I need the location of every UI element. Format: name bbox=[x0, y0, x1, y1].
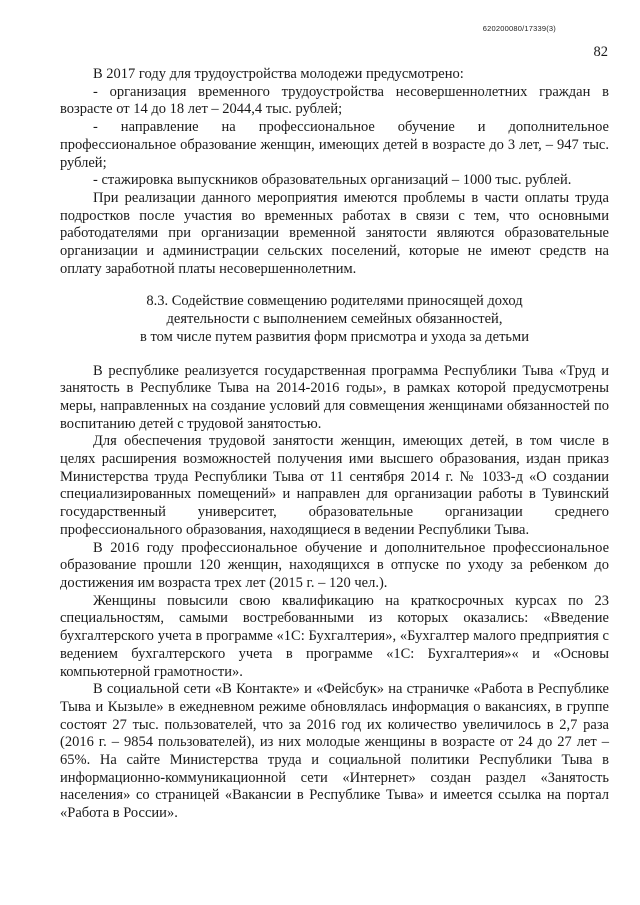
list-item: - направление на профессиональное обучение и дополнительное профессиональное образование женщин, имеющих детей в возрасте до 3 лет, – 947 тыс. рублей; bbox=[60, 119, 609, 171]
problems-paragraph: При реализации данного мероприятия имеются проблемы в части оплаты труда подростков после участия во временных работах в связи с тем, что основными работодателями при организации временной занятости являются образовательные организации и администрации сельских поселений, которые не имеют средств на оплату заработной платы несовершеннолетним. bbox=[60, 189, 609, 277]
body-paragraph: В республике реализуется государственная программа Республики Тыва «Труд и занятость в Республике Тыва на 2014-2016 годы», в рамках которой предусмотрены меры, направленных на создание условий для совмещения женщинами обязанностей по воспитанию детей с трудовой занятостью. bbox=[60, 362, 609, 432]
body-paragraph: В 2016 году профессиональное обучение и дополнительное профессиональное образование прошли 120 женщин, находящихся в отпуске по уходу за ребенком до достижения им возраста трех лет (2015 г. – 120 чел.). bbox=[60, 539, 609, 591]
section-heading bbox=[60, 293, 609, 346]
section-heading-line: деятельности с выполнением семейных обязанностей, bbox=[166, 311, 503, 328]
body-paragraph: Для обеспечения трудовой занятости женщин, имеющих детей, в том числе в целях расширения возможностей получения ими высшего образования, издан приказ Министерства труда Республики Тыва от 11 сентября 2014 г. № 1033-д «О создании специализированных помещений» и направлен для организации работы в Тувинский государственный университет, образовательные организации среднего профессионального образования, находящиеся в ведении Республики Тыва. bbox=[60, 433, 609, 538]
list-item: - организация временного трудоустройства несовершеннолетних граждан в возрасте от 14 до 18 лет – 2044,4 тыс. рублей; bbox=[60, 83, 609, 118]
list-item: - стажировка выпускников образовательных организаций – 1000 тыс. рублей. bbox=[93, 172, 572, 189]
body-paragraph: В социальной сети «В Контакте» и «Фейсбук» на страничке «Работа в Республике Тыва и Кызыле» в ежедневном режиме обновлялась информация о вакансиях, в группе состоят 27 тыс. пользователей, что за 2016 год их количество увеличилось в 2,7 раза (2016 г. – 9854 пользователей), из них молодые женщины в возрасте от 24 до 27 лет – 65%. На сайте Министерства труда и социальной политики Республики Тыва в информационно-коммуникационной сети «Интернет» создан раздел «Занятость населения» со страницей «Вакансии в Республике Тыва» и имеется ссылка на портал «Работа в России». bbox=[60, 681, 609, 822]
document-body bbox=[60, 66, 609, 823]
document-code: 620200080/17339(3) bbox=[482, 24, 556, 33]
page-number: 82 bbox=[593, 44, 608, 60]
body-paragraph: Женщины повысили свою квалификацию на краткосрочных курсах по 23 специальностям, самыми востребованными из которых оказались: «Введение бухгалтерского учета в программе «1С: Бухгалтерия», «Бухгалтер малого предприятия с ведением бухгалтерского учета в программе «1С: Бухгалтерия»« и «Основы компьютерной грамотности». bbox=[60, 592, 609, 680]
section-heading-line: 8.3. Содействие совмещению родителями приносящей доход bbox=[146, 293, 523, 310]
intro-lead: В 2017 году для трудоустройства молодежи предусмотрено: bbox=[93, 66, 464, 82]
section-heading-line: в том числе путем развития форм присмотра и ухода за детьми bbox=[139, 328, 529, 345]
